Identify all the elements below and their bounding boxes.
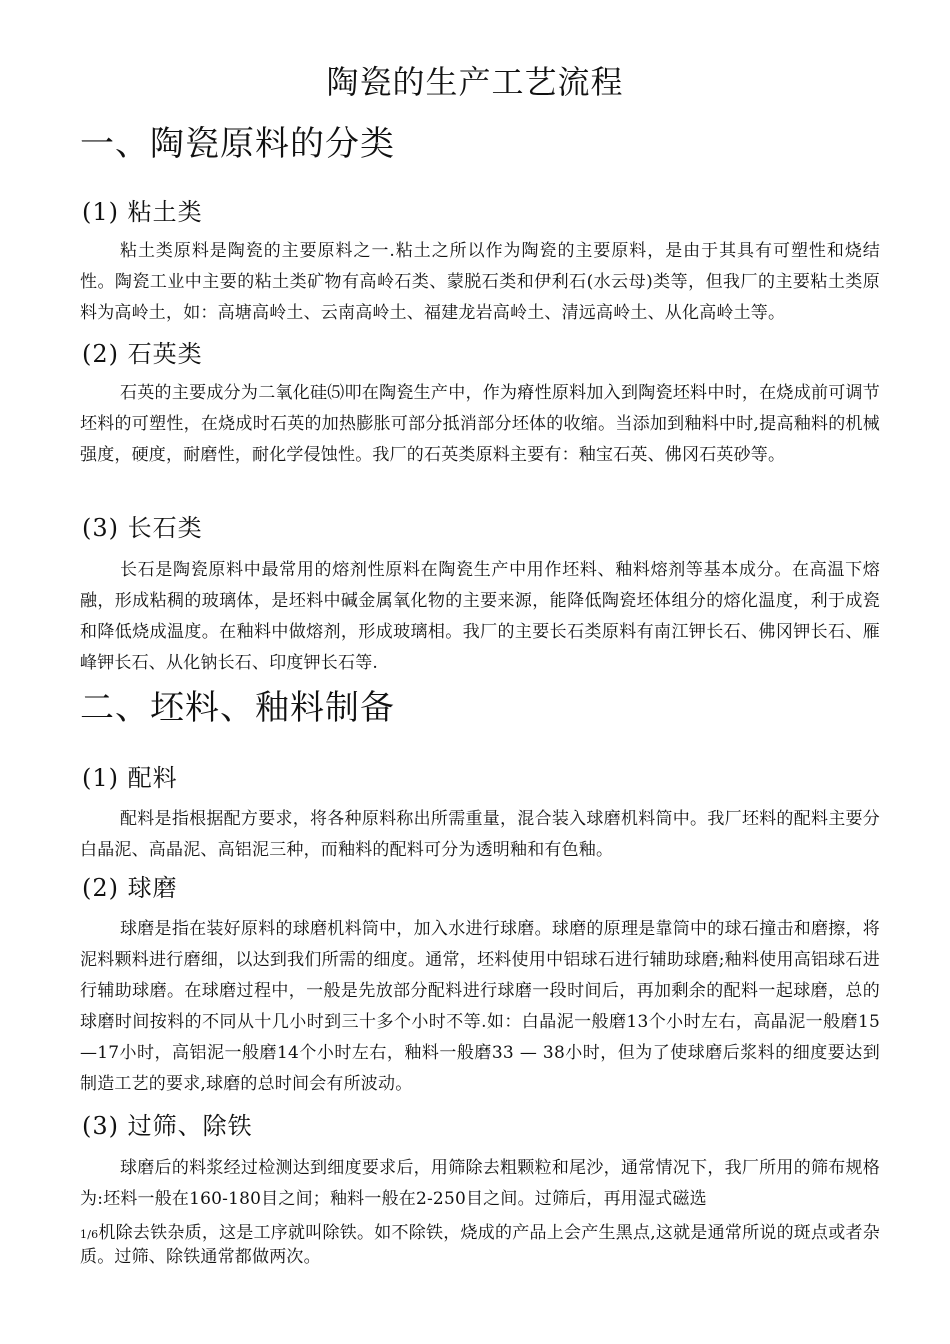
section-heading-preparation: 二、坯料、釉料制备 [80, 688, 395, 728]
subheading-feldspar: (3) 长石类 [82, 514, 203, 542]
subheading-batching: (1) 配料 [82, 764, 178, 792]
paragraph-ball-milling: 球磨是指在装好原料的球磨机料筒中，加入水进行球磨。球磨的原理是靠筒中的球石撞击和磨擦，将泥料颗料进行磨细，以达到我们所需的细度。通常，坯料使用中铝球石进行辅助球磨;釉料使用高铝球石进行辅助球磨。在球磨过程中，一般是先放部分配料进行球磨一段时间后，再加剩余的配料一起球磨，总的球磨时间按料的不同从十几小时到三十多个小时不等.如：白晶泥一般磨13个小时左右，高晶泥一般磨15 —17小时，高铝泥一般磨14个小时左右，釉料一般磨33 — 38小时，但为了使球磨后浆料的细度要达到制造工艺的要求,球磨的总时间会有所波动。 [80, 919, 880, 1094]
paragraph-sieving: 球磨后的料浆经过检测达到细度要求后，用筛除去粗颗粒和尾沙，通常情况下，我厂所用的筛布规格为:坯料一般在160-180目之间；釉料一般在2-250目之间。过筛后，再用湿式磁选 [80, 1158, 880, 1209]
paragraph-feldspar: 长石是陶瓷原料中最常用的熔剂性原料在陶瓷生产中用作坯料、釉料熔剂等基本成分。在高温下熔融，形成粘稠的玻璃体，是坯料中碱金属氧化物的主要来源，能降低陶瓷坯体组分的熔化温度，利于成瓷和降低烧成温度。在釉料中做熔剂，形成玻璃相。我厂的主要长石类原料有南江钾长石、佛冈钾长石、雁峰钾长石、从化钠长石、印度钾长石等. [80, 560, 880, 673]
paragraph-quartz: 石英的主要成分为二氧化硅⑸叩在陶瓷生产中，作为瘠性原料加入到陶瓷坯料中时，在烧成前可调节坯料的可塑性，在烧成时石英的加热膨胀可部分抵消部分坯体的收缩。当添加到釉料中时,提高釉料的机械强度，硬度，耐磨性，耐化学侵蚀性。我厂的石英类原料主要有：釉宝石英、佛冈石英砂等。 [80, 383, 880, 465]
section-heading-materials: 一、陶瓷原料的分类 [80, 124, 395, 164]
subheading-clay: (1) 粘土类 [82, 198, 203, 226]
subheading-ball-milling: (2) 球磨 [82, 874, 178, 902]
paragraph-clay: 粘土类原料是陶瓷的主要原料之一.粘土之所以作为陶瓷的主要原料，是由于其具有可塑性和烧结性。陶瓷工业中主要的粘土类矿物有高岭石类、蒙脱石类和伊利石(水云母)类等，但我厂的主要粘土类原料为高岭土，如：高塘高岭土、云南高岭土、福建龙岩高岭土、清远高岭土、从化高岭土等。 [80, 241, 880, 323]
subheading-quartz: (2) 石英类 [82, 340, 203, 368]
paragraph-batching: 配料是指根据配方要求，将各种原料称出所需重量，混合装入球磨机料筒中。我厂坯料的配料主要分白晶泥、高晶泥、高铝泥三种，而釉料的配料可分为透明釉和有色釉。 [80, 809, 880, 860]
subheading-sieving: (3) 过筛、除铁 [82, 1112, 253, 1140]
paragraph-sieving-continued [80, 1222, 880, 1268]
document-title: 陶瓷的生产工艺流程 [326, 63, 624, 101]
page-marker: 1/6 [80, 1228, 99, 1241]
paragraph-sieving-continued-text: 机除去铁杂质，这是工序就叫除铁。如不除铁，烧成的产品上会产生黑点,这就是通常所说的斑点或者杂质。过筛、除铁通常都做两次。 [80, 1223, 880, 1267]
